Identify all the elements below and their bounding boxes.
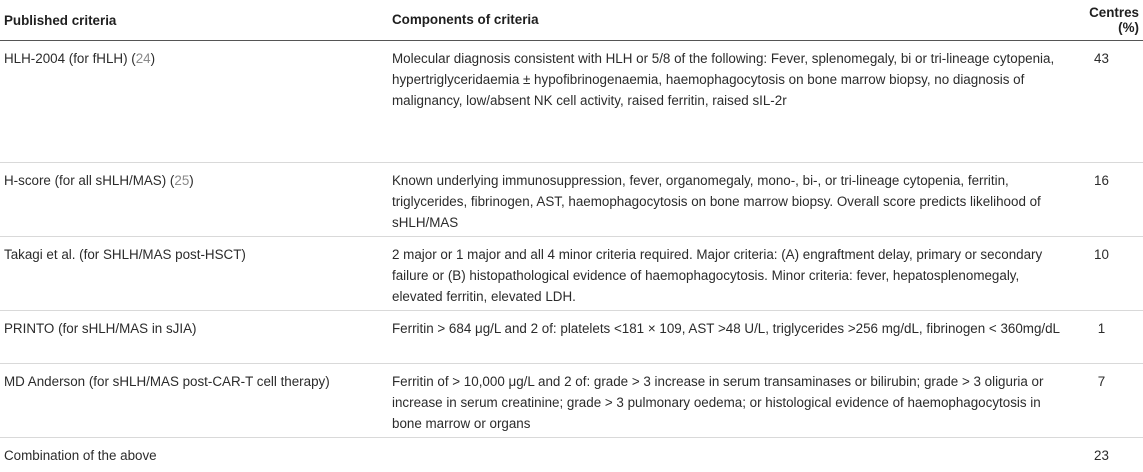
criteria-text-end: ) (150, 51, 156, 66)
reference-link[interactable]: 25 (174, 173, 190, 188)
criteria-cell: MD Anderson (for sHLH/MAS post-CAR-T cell therapy) (4, 374, 330, 389)
header-centres: Centres (%) (1089, 5, 1139, 35)
table-row (0, 237, 1143, 311)
table-row (0, 438, 1143, 472)
criteria-cell (0, 171, 375, 192)
centres-cell: 10 (1094, 247, 1109, 262)
centres-cell: 43 (1094, 51, 1109, 66)
criteria-text: HLH-2004 (for fHLH) ( (4, 51, 136, 66)
criteria-text: H-score (for all sHLH/MAS) ( (4, 173, 175, 188)
table-row (0, 41, 1143, 163)
centres-cell: 16 (1094, 173, 1109, 188)
table-row (0, 163, 1143, 237)
components-cell: Molecular diagnosis consistent with HLH or 5/8 of the following: Fever, splenomegaly, bi or tri-lineage cytopenia, hypertriglyceridaemia ± hypofibrinogenaemia, haemophagocytosis on bone marrow biopsy, no diagnosis of malignancy, low/absent NK cell activity, raised ferritin, raised sIL-2r (392, 51, 1055, 108)
criteria-cell: PRINTO (for sHLH/MAS in sJIA) (4, 321, 197, 336)
centres-cell: 23 (1094, 448, 1109, 463)
table-row (0, 311, 1143, 364)
header-components: Components of criteria (392, 11, 539, 27)
centres-cell: 1 (1097, 321, 1106, 336)
components-cell: Known underlying immunosuppression, fever, organomegaly, mono-, bi-, or tri-lineage cytopenia, ferritin, triglycerides, fibrinogen, AST, haemophagocytosis on bone marrow biopsy. Overall score predicts likelihood of sHLH/MAS (392, 173, 1041, 230)
components-cell: Ferritin > 684 μg/L and 2 of: platelets <181 × 109, AST >48 U/L, triglycerides >256 mg/dL, fibrinogen < 360mg/dL (392, 321, 1061, 336)
table-header (0, 0, 1143, 41)
components-cell: 2 major or 1 major and all 4 minor criteria required. Major criteria: (A) engraftment delay, primary or secondary failure or (B) histopathological evidence of haemophagocytosis. Minor criteria: fever, hepatosplenomegaly, elevated ferritin, elevated LDH. (392, 247, 1043, 304)
criteria-cell: Combination of the above (4, 448, 157, 463)
criteria-cell (0, 49, 375, 70)
components-cell: Ferritin of > 10,000 μg/L and 2 of: grade > 3 increase in serum transaminases or bilirubin; grade > 3 oliguria or increase in serum creatinine; grade > 3 pulmonary oedema; or histological evidence of haemophagocytosis in bone marrow or organs (392, 374, 1044, 431)
criteria-text-end: ) (189, 173, 194, 188)
reference-link[interactable]: 24 (135, 51, 151, 66)
table-row (0, 364, 1143, 438)
criteria-cell: Takagi et al. (for SHLH/MAS post-HSCT) (4, 247, 246, 262)
centres-cell: 7 (1097, 374, 1106, 389)
header-criteria: Published criteria (4, 12, 117, 28)
